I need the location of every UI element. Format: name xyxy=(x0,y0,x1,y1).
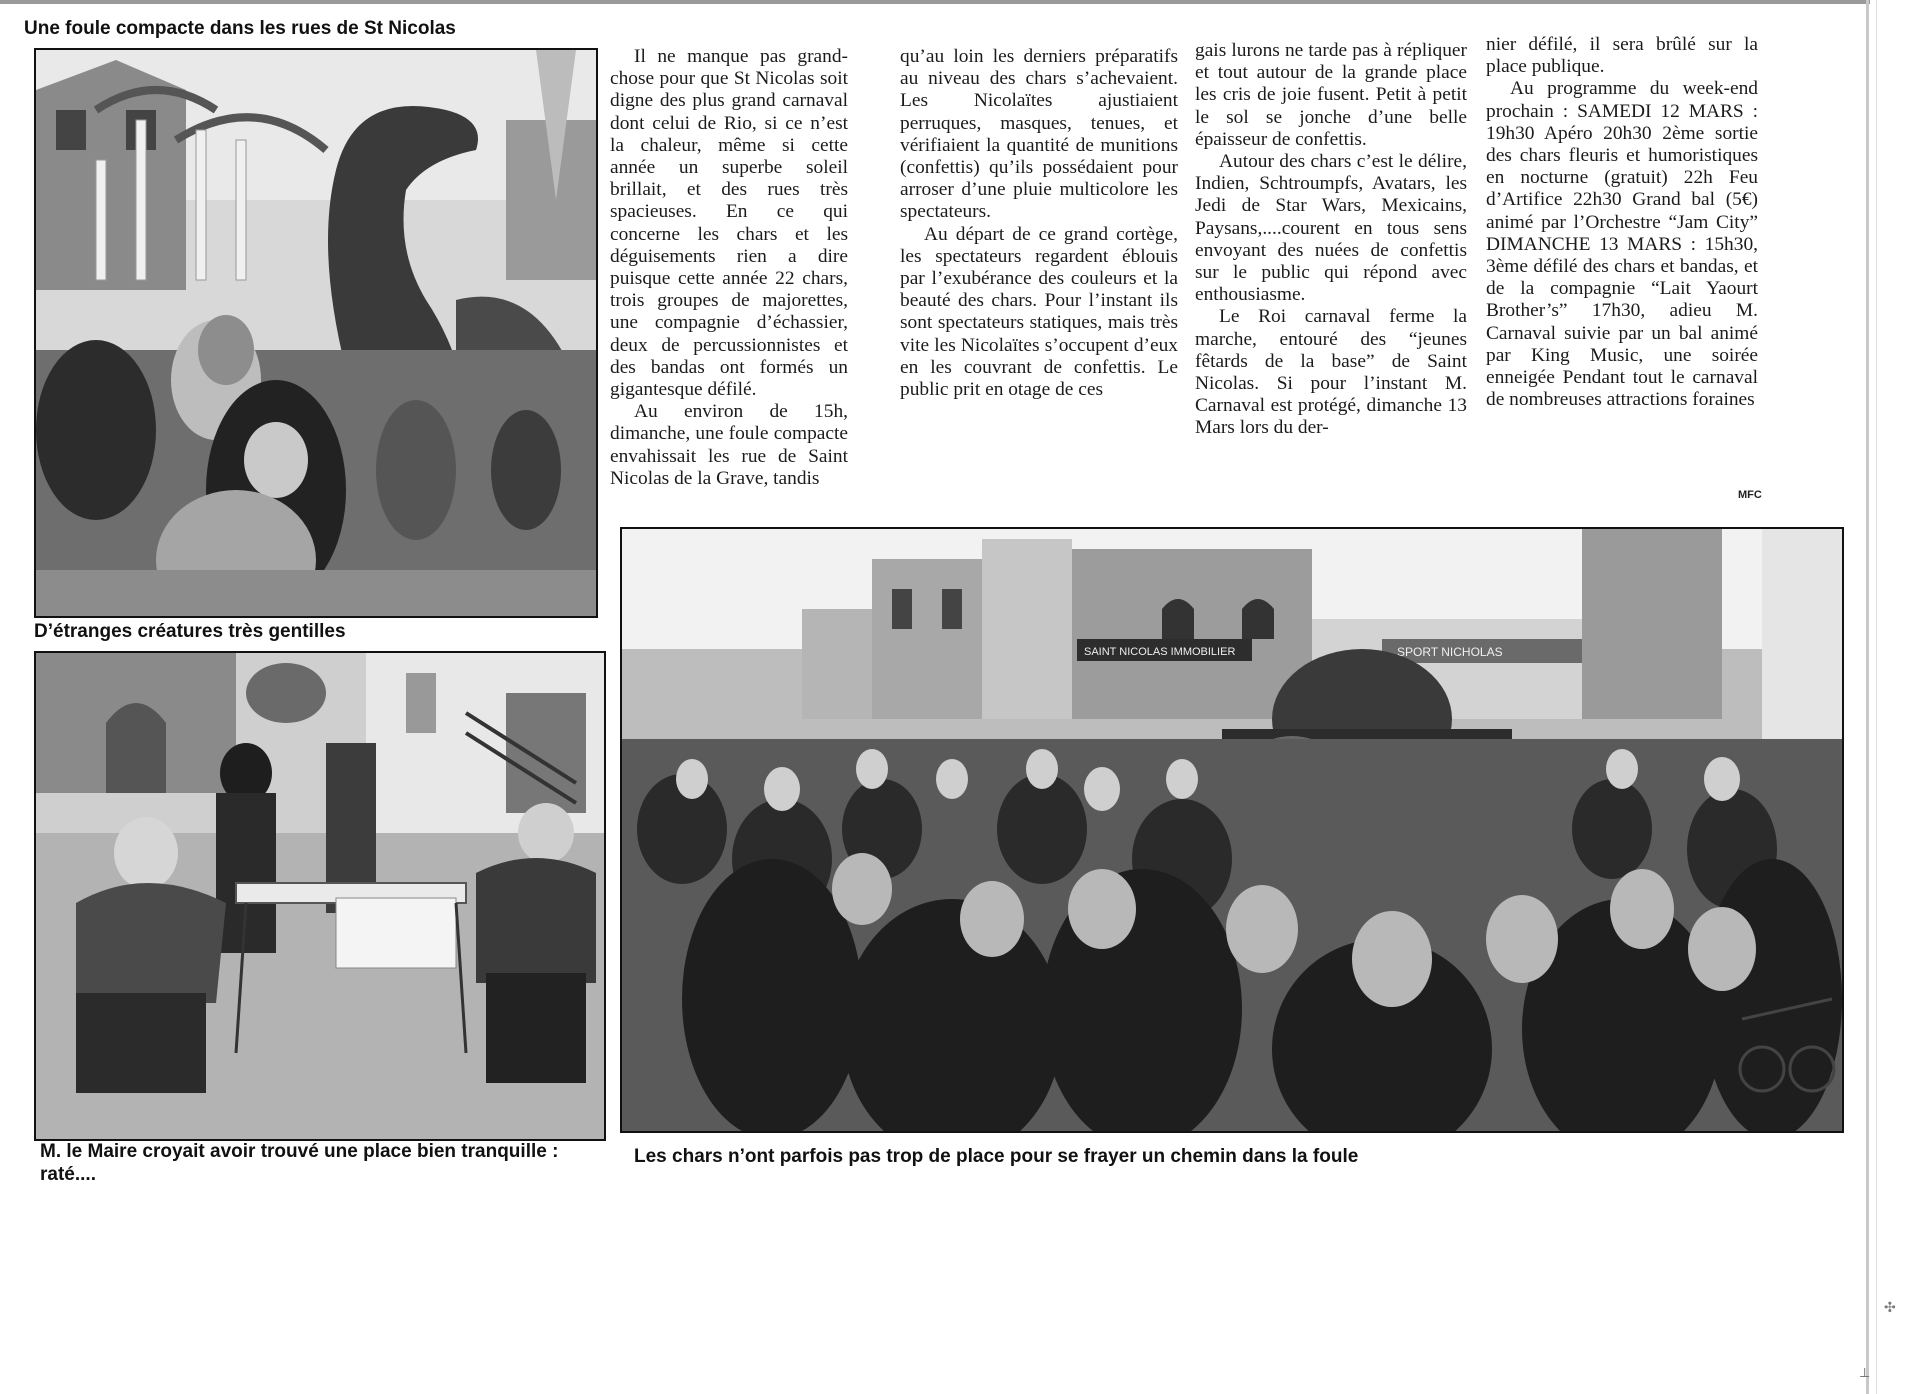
photo-mayor-table xyxy=(34,651,606,1141)
shop-sign-text: SAINT NICOLAS IMMOBILIER xyxy=(1084,646,1236,658)
photo-crowd-dinosaur xyxy=(34,48,598,618)
caption-mayor-line2: raté.... xyxy=(40,1164,96,1185)
photo-credit: MFC xyxy=(1738,489,1762,501)
column-1-paragraph-1: Il ne manque pas grand-chose pour que St Nicolas soit digne des plus grand carnaval dont celui de Rio, si ce n’est la chaleur, même si cette année un superbe soleil brillait, et des rues très spacieuses. En ce qui concerne les chars et les déguisements rien a dire puisque cette année 22 chars, trois groupes de majorettes, une compagnie d’échassier, deux de percussionnistes et des bandas ont formés un gigantesque défilé. xyxy=(610,46,848,401)
column-3-paragraph-1: gais lurons ne tarde pas à répliquer et tout autour de la grande place les cris de joie fusent. Petit à petit le sol se jonche d’une belle épaisseur de confettis. xyxy=(1195,40,1467,150)
column-2-paragraph-2: Au départ de ce grand cortège, les spectateurs regardent éblouis par l’exubérance des couleurs et la beauté des chars. Pour l’instant ils sont spectateurs statiques, mais très vite les Nicolaïtes s’occupent d’eux en les couvrant de confettis. Le public prit en otage de ces xyxy=(900,223,1178,401)
banner-sign-text: SPORT NICHOLAS xyxy=(1397,645,1503,659)
photo-chars-crowd-image xyxy=(622,529,1842,1131)
caption-crowd: Une foule compacte dans les rues de St Nicolas xyxy=(24,18,456,39)
photo-chars-crowd xyxy=(620,527,1844,1133)
column-3-paragraph-3: Le Roi carnaval ferme la marche, entouré des “jeunes fêtards de la base” de Saint Nicolas. Si pour l’instant M. Carnaval est protégé, dimanche 13 Mars lors du der- xyxy=(1195,306,1467,439)
article-column-2 xyxy=(900,46,1178,401)
caption-creatures: D’étranges créatures très gentilles xyxy=(34,621,346,642)
scan-right-edge xyxy=(1866,0,1869,1394)
photo-crowd-dinosaur-image xyxy=(36,50,596,616)
column-3-paragraph-2: Autour des chars c’est le délire, Indien, Schtroumpfs, Avatars, les Jedi de Star Wars, Mexicains, Paysans,....courent en tous sens envoyant des nuées de confettis sur le public qui répond avec enthousiasme. xyxy=(1195,151,1467,306)
article-column-1 xyxy=(610,46,848,490)
article-column-4 xyxy=(1486,34,1758,411)
column-4-paragraph-2: Au programme du week-end prochain : SAMEDI 12 MARS : 19h30 Apéro 20h30 2ème sortie des chars fleuris et humoristiques en nocturne (gratuit) 22h Feu d’Artifice 22h30 Grand bal (5€) animé par l’Orchestre “Jam City” DIMANCHE 13 MARS : 15h30, 3ème défilé des chars et bandas, et de la compagnie “Lait Yaourt Brother’s” 17h30, adieu M. Carnaval suivie par un bal animé par King Music, une soirée enneigée Pendant tout le carnaval de nombreuses attractions foraines xyxy=(1486,78,1758,411)
caption-mayor-line1: M. le Maire croyait avoir trouvé une place bien tranquille : xyxy=(40,1141,559,1162)
column-4-paragraph-1: nier défilé, il sera brûlé sur la place publique. xyxy=(1486,34,1758,78)
scan-mark-icon: ✣ xyxy=(1884,1300,1896,1316)
photo-mayor-table-image xyxy=(36,653,604,1139)
caption-chars: Les chars n’ont parfois pas trop de place pour se frayer un chemin dans la foule xyxy=(634,1146,1359,1167)
column-1-paragraph-2: Au environ de 15h, dimanche, une foule compacte envahissait les rue de Saint Nicolas de la Grave, tandis xyxy=(610,401,848,489)
scan-corner-icon: ⟂ xyxy=(1860,1365,1870,1381)
column-2-paragraph-1: qu’au loin les derniers préparatifs au niveau des chars s’achevaient. Les Nicolaïtes ajustiaient perruques, masques, tenues, et vérifiaient la quantité de munitions (confettis) qu’ils possédaient pour arroser d’une pluie multicolore les spectateurs. xyxy=(900,46,1178,223)
article-column-3 xyxy=(1195,40,1467,440)
scan-right-edge-inner xyxy=(1876,0,1877,1394)
scan-top-edge xyxy=(0,0,1870,4)
